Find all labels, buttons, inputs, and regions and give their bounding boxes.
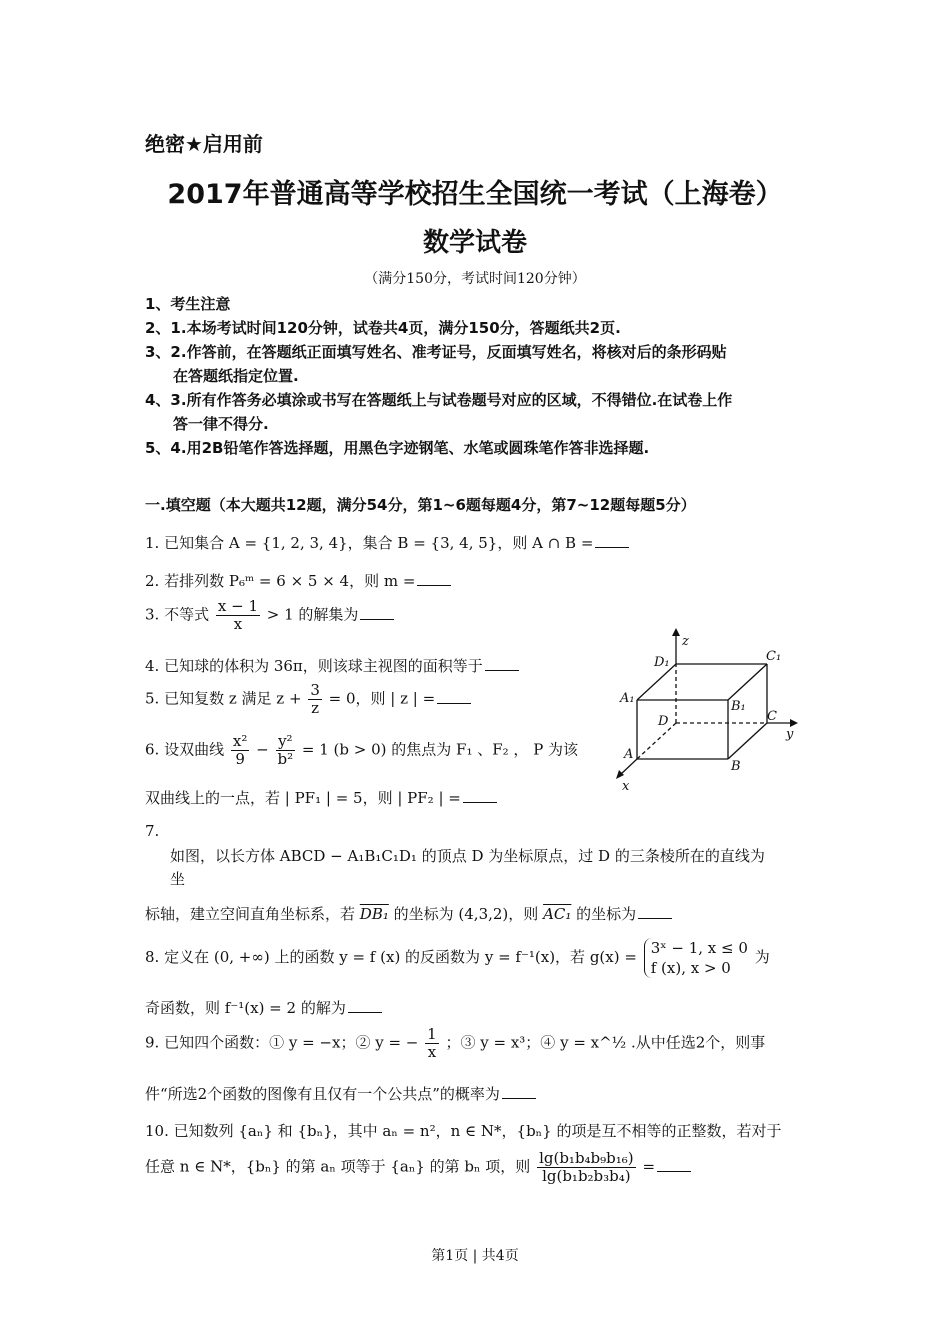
- question-text: 任意 n ∈ N*，{bₙ} 的第 aₙ 项等于 {aₙ} 的第 bₙ 项，则: [145, 1157, 531, 1176]
- denominator: x: [233, 615, 243, 633]
- numerator: 1: [427, 1025, 437, 1043]
- question-4: [145, 655, 519, 676]
- question-7-line1: 如图，以长方体 ABCD − A₁B₁C₁D₁ 的顶点 D 为坐标原点，过 D 的三条棱所在的直线为: [170, 847, 765, 865]
- question-8: [145, 938, 770, 978]
- denominator: lg(b₁b₂b₃b₄): [542, 1167, 631, 1185]
- page-footer: 第1页 | 共4页: [431, 1248, 519, 1264]
- question-2: [145, 570, 451, 591]
- question-7-line3: [145, 903, 672, 924]
- label-b: B: [731, 759, 741, 774]
- denominator: z: [311, 699, 320, 717]
- score-info: （满分150分，考试时间120分钟）: [364, 271, 586, 287]
- vector-db1: DB₁: [359, 905, 389, 923]
- numerator: 3: [310, 681, 320, 699]
- denominator: b²: [277, 750, 294, 768]
- note-line: 5、4.用2B铅笔作答选择题，用黑色字迹钢笔、水笔或圆珠笔作答非选择题.: [145, 439, 650, 457]
- operator: −: [256, 740, 269, 759]
- answer-blank: [485, 656, 519, 671]
- question-text: 6. 设双曲线: [145, 740, 225, 759]
- fraction: [425, 1026, 439, 1061]
- case-line: 3ˣ − 1, x ≤ 0: [650, 939, 748, 957]
- label-a: A: [624, 747, 634, 762]
- question-7-line2: 坐: [170, 870, 186, 888]
- edge-bc: [728, 723, 767, 759]
- y-arrow-icon: [790, 719, 798, 727]
- answer-blank: [417, 571, 451, 586]
- answer-blank: [463, 788, 497, 803]
- fraction: [537, 1150, 636, 1185]
- question-9-line2: [145, 1083, 536, 1104]
- question-text: 5. 已知复数 z 满足 z +: [145, 689, 302, 708]
- fraction: [216, 598, 260, 633]
- question-5: [145, 682, 471, 717]
- question-6-line2: [145, 787, 497, 808]
- question-text: 的坐标为: [576, 905, 637, 923]
- label-c: C: [767, 709, 777, 724]
- question-text: 4. 已知球的体积为 36π，则该球主视图的面积等于: [145, 657, 483, 675]
- denominator: x: [427, 1043, 437, 1061]
- case-line: f (x), x > 0: [650, 959, 731, 977]
- label-d: D: [658, 714, 669, 729]
- fraction: [231, 733, 249, 768]
- question-text: =: [642, 1157, 656, 1176]
- label-a1: A₁: [620, 691, 635, 706]
- question-10-line1: 10. 已知数列 {aₙ} 和 {bₙ}，其中 aₙ = n²，n ∈ N*，{bₙ} 的项是互不相等的正整数，若对于: [145, 1122, 782, 1140]
- question-3: [145, 598, 394, 633]
- numerator: x²: [232, 732, 248, 750]
- numerator: lg(b₁b₄b₉b₁₆): [539, 1149, 634, 1167]
- question-text: 8. 定义在 (0, +∞) 上的函数 y = f (x) 的反函数为 y = f⁻¹(x)，若 g(x) =: [145, 948, 637, 966]
- question-10-line2: [145, 1150, 691, 1185]
- fraction: [276, 733, 296, 768]
- z-arrow-icon: [672, 628, 680, 636]
- label-c1: C₁: [766, 649, 782, 664]
- edge-c1b1: [728, 664, 767, 700]
- piecewise-function: [644, 938, 748, 978]
- note-line: 1、考生注意: [145, 295, 231, 313]
- note-line: 3、2.作答前，在答题纸正面填写姓名、准考证号，反面填写姓名，将核对后的条形码贴: [145, 343, 727, 361]
- exam-subtitle: 数学试卷: [422, 228, 527, 258]
- question-8-line2: [145, 997, 382, 1018]
- answer-blank: [657, 1157, 691, 1172]
- exam-title: 2017年普通高等学校招生全国统一考试（上海卷）: [167, 179, 783, 210]
- notes-block: [145, 292, 732, 460]
- x-arrow-icon: [616, 770, 624, 779]
- answer-blank: [348, 998, 382, 1013]
- question-text: ；③ y = x³；④ y = x^½ .从中任选2个，则事: [445, 1033, 766, 1052]
- answer-blank: [595, 533, 629, 548]
- question-text: 3. 不等式: [145, 605, 210, 624]
- question-text: 为: [754, 948, 770, 966]
- question-text: 1. 已知集合 A = {1, 2, 3, 4}，集合 B = {3, 4, 5}，则 A ∩ B =: [145, 534, 594, 552]
- label-d1: D₁: [654, 655, 670, 670]
- secret-label: 绝密★启用前: [145, 132, 263, 156]
- edge-da: [637, 723, 676, 759]
- cuboid-figure: [600, 620, 800, 795]
- note-line: 2、1.本场考试时间120分钟，试卷共4页，满分150分，答题纸共2页.: [145, 319, 621, 337]
- question-text: 双曲线上的一点，若 | PF₁ | = 5，则 | PF₂ | =: [145, 789, 461, 807]
- answer-blank: [502, 1084, 536, 1099]
- fraction: [308, 682, 322, 717]
- section-heading: 一.填空题（本大题共12题，满分54分，第1~6题每题4分，第7~12题每题5分）: [145, 496, 696, 514]
- question-7-number: 7.: [145, 822, 160, 840]
- label-b1: B₁: [731, 699, 746, 714]
- question-text: = 1 (b > 0) 的焦点为 F₁ 、F₂ ， P 为该: [301, 740, 579, 759]
- numerator: x − 1: [217, 597, 258, 615]
- question-text: 件“所选2个函数的图像有且仅有一个公共点”的概率为: [145, 1085, 500, 1103]
- denominator: 9: [235, 750, 245, 768]
- note-line: 答一律不得分.: [173, 415, 269, 433]
- answer-blank: [638, 904, 672, 919]
- label-z: z: [682, 634, 689, 649]
- question-text: 9. 已知四个函数：① y = −x；② y = −: [145, 1033, 419, 1052]
- question-text: 奇函数，则 f⁻¹(x) = 2 的解为: [145, 999, 346, 1017]
- note-line: 在答题纸指定位置.: [173, 367, 299, 385]
- question-text: = 0，则 | z | =: [328, 689, 436, 708]
- numerator: y²: [276, 733, 296, 751]
- answer-blank: [360, 605, 394, 620]
- question-text: 标轴，建立空间直角坐标系，若: [145, 905, 356, 923]
- label-y: y: [786, 727, 794, 742]
- question-text: 的坐标为 (4,3,2)，则: [393, 905, 539, 923]
- note-line: 4、3.所有作答务必填涂或书写在答题纸上与试卷题号对应的区域，不得错位.在试卷上作: [145, 391, 733, 409]
- question-text: > 1 的解集为: [266, 605, 359, 624]
- vector-ac1: AC₁: [543, 905, 572, 923]
- answer-blank: [437, 689, 471, 704]
- question-1: [145, 532, 629, 553]
- question-6: [145, 733, 578, 768]
- question-9: [145, 1026, 765, 1061]
- question-text: 2. 若排列数 P₆ᵐ = 6 × 5 × 4，则 m =: [145, 572, 416, 590]
- label-x: x: [622, 779, 630, 794]
